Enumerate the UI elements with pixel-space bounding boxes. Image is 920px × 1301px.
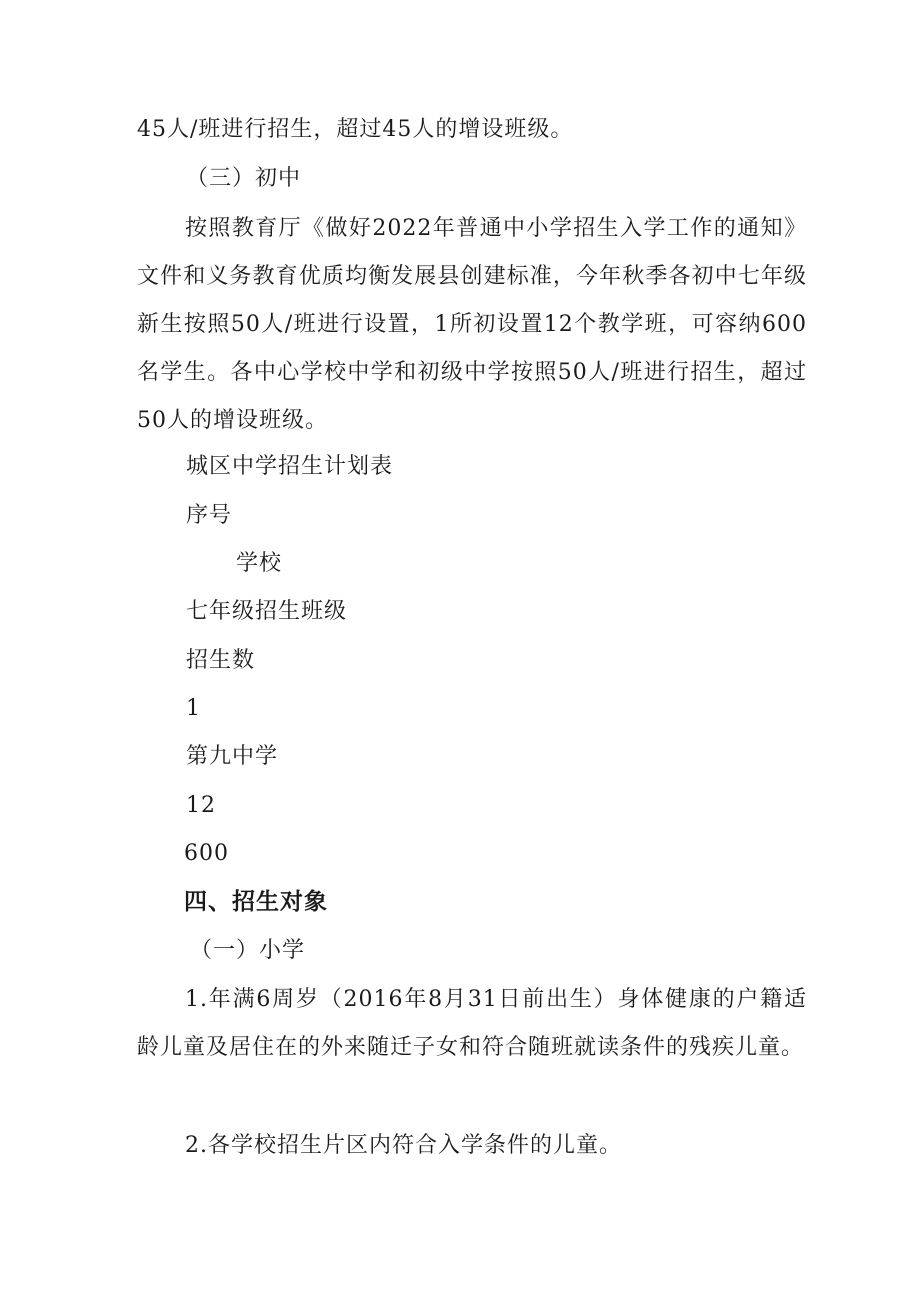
section-4-heading: 四、招生对象 xyxy=(184,889,328,915)
list-item-1: 1.年满6周岁（2016年8月31日前出生）身体健康的户籍适龄儿童及居住在的外来随迁子女和符合随班就读条件的残疾儿童。 xyxy=(137,987,807,1060)
subsection-1-title: （一）小学 xyxy=(190,938,306,963)
list-item-2: 2.各学校招生片区内符合入学条件的儿童。 xyxy=(185,1133,622,1158)
table-header-school: 学校 xyxy=(236,551,283,576)
paragraph-continuation: 45人/班进行招生，超过45人的增设班级。 xyxy=(137,117,574,142)
table-title: 城区中学招生计划表 xyxy=(186,454,394,479)
table-header-classes: 七年级招生班级 xyxy=(186,599,348,624)
table-header-enrollment: 招生数 xyxy=(186,648,256,673)
table-header-index: 序号 xyxy=(186,503,233,528)
paragraph-middle-school: 按照教育厅《做好2022年普通中小学招生入学工作的通知》文件和义务教育优质均衡发展县创建标准，今年秋季各初中七年级新生按照50人/班进行设置，1所初设置12个教学班，可容纳600名学生。各中心学校中学和初级中学按照50人/班进行招生，超过50人的增设班级。 xyxy=(137,216,807,433)
section-3-title: （三）初中 xyxy=(186,166,302,191)
table-cell-school: 第九中学 xyxy=(186,744,279,769)
table-cell-index: 1 xyxy=(186,696,201,721)
table-cell-enrollment: 600 xyxy=(184,841,229,866)
table-cell-classes: 12 xyxy=(186,793,216,818)
